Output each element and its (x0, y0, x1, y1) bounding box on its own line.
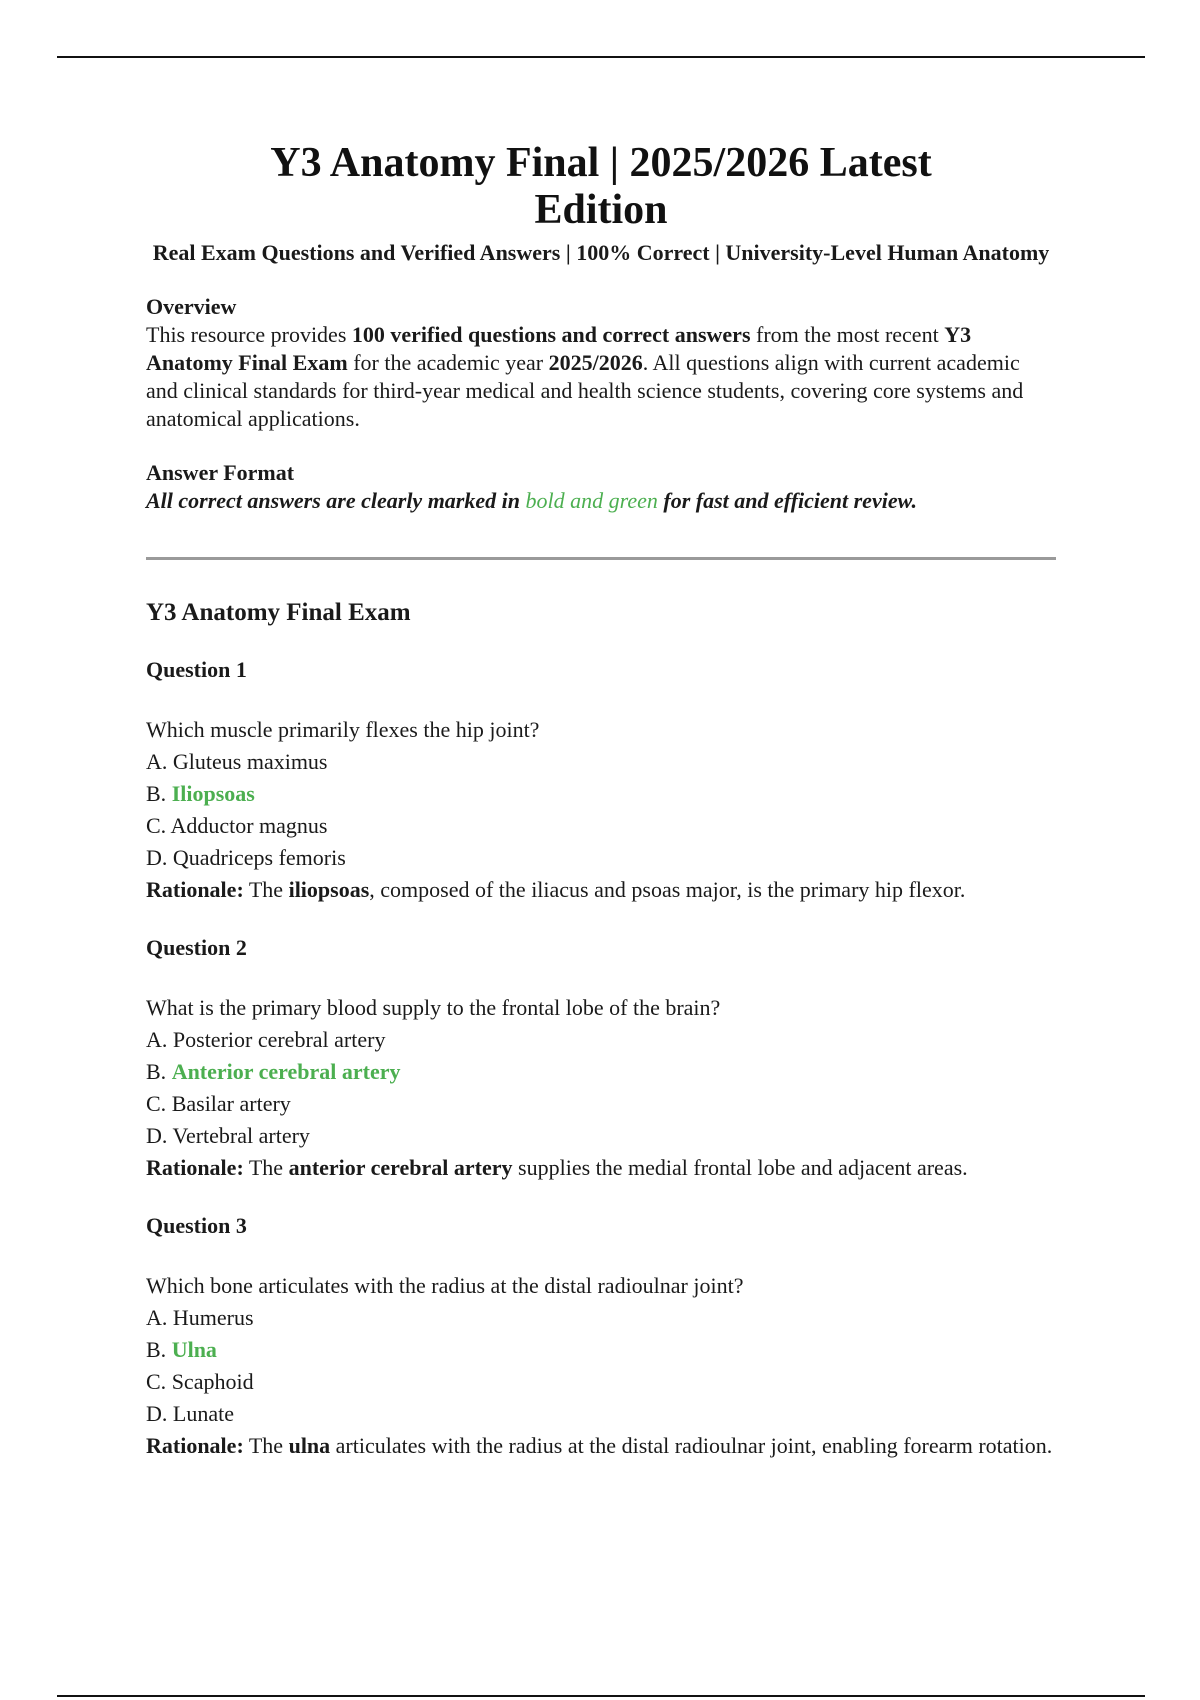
rationale-post: supplies the medial frontal lobe and adjacent areas. (512, 1155, 968, 1180)
option-letter: C. (146, 813, 171, 838)
option-a (146, 746, 1056, 778)
overview-bold-1: 100 verified questions and correct answers (351, 322, 751, 347)
option-letter: D. (146, 1123, 173, 1148)
bottom-rule (57, 1695, 1145, 1697)
overview-text-1: This resource provides (146, 322, 352, 347)
answer-format-pre: All correct answers are clearly marked in (146, 488, 526, 513)
overview-heading: Overview (146, 294, 237, 319)
option-c (146, 1366, 1056, 1398)
option-d (146, 1120, 1056, 1152)
correct-option-text: Ulna (171, 1337, 217, 1362)
overview-text-2: from the most recent (750, 322, 945, 347)
question-title: Question 1 (146, 657, 247, 682)
overview-bold-3: 2025/2026 (548, 350, 643, 375)
rationale-bold: anterior cerebral artery (288, 1155, 513, 1180)
option-text: Quadriceps femoris (172, 845, 346, 870)
rationale-post: , composed of the iliacus and psoas major, is the primary hip flexor. (369, 877, 966, 902)
document-title: Y3 Anatomy Final | 2025/2026 Latest Edition (270, 140, 932, 233)
option-letter: B. (146, 1059, 172, 1084)
answer-format-highlight: bold and green (525, 488, 658, 513)
document-body (146, 140, 1056, 1462)
question-block (146, 934, 1056, 1184)
correct-option-text: Anterior cerebral artery (171, 1059, 401, 1084)
option-text: Adductor magnus (170, 813, 328, 838)
rationale-label: Rationale: (146, 1433, 244, 1458)
option-letter: B. (146, 781, 172, 806)
option-text: Basilar artery (171, 1091, 291, 1116)
option-a (146, 1024, 1056, 1056)
option-b (146, 1056, 1056, 1088)
answer-format-heading: Answer Format (146, 460, 295, 485)
rationale-label: Rationale: (146, 877, 244, 902)
option-text: Scaphoid (171, 1369, 254, 1394)
rationale (146, 1430, 1056, 1462)
option-d (146, 1398, 1056, 1430)
overview-text-3: for the academic year (347, 350, 549, 375)
rationale (146, 1152, 1056, 1184)
option-b (146, 1334, 1056, 1366)
option-letter: A. (146, 1305, 173, 1330)
option-text: Lunate (172, 1401, 234, 1426)
exam-title: Y3 Anatomy Final Exam (146, 599, 411, 626)
overview-paragraph (146, 321, 1056, 433)
option-letter: D. (146, 845, 173, 870)
answer-format-note (146, 487, 1056, 515)
option-text: Posterior cerebral artery (172, 1027, 386, 1052)
overview-text-4: . All questions align with current academic and clinical standards for third-year medical and health science students, covering core systems and anatomical applications. (146, 350, 1024, 431)
option-c (146, 810, 1056, 842)
option-a (146, 1302, 1056, 1334)
option-letter: D. (146, 1401, 173, 1426)
question-text: Which bone articulates with the radius at the distal radioulnar joint? (146, 1273, 744, 1298)
option-d (146, 842, 1056, 874)
option-letter: C. (146, 1091, 172, 1116)
option-text: Humerus (172, 1305, 254, 1330)
top-rule (57, 56, 1145, 58)
option-letter: C. (146, 1369, 172, 1394)
rationale-label: Rationale: (146, 1155, 244, 1180)
option-text: Gluteus maximus (172, 749, 328, 774)
question-block (146, 1212, 1056, 1462)
correct-option-text: Iliopsoas (171, 781, 255, 806)
option-letter: A. (146, 1027, 173, 1052)
rationale-pre: The (243, 1433, 289, 1458)
question-block (146, 656, 1056, 906)
option-letter: B. (146, 1337, 172, 1362)
rationale-pre: The (243, 877, 289, 902)
question-title: Question 3 (146, 1213, 247, 1238)
rationale-bold: ulna (288, 1433, 331, 1458)
question-text: What is the primary blood supply to the frontal lobe of the brain? (146, 995, 721, 1020)
overview-section (146, 293, 1056, 433)
rationale-bold: iliopsoas (288, 877, 370, 902)
question-title: Question 2 (146, 935, 247, 960)
section-divider (146, 557, 1056, 560)
option-text: Vertebral artery (172, 1123, 310, 1148)
answer-format-section (146, 459, 1056, 515)
overview-bold-2: Y3 Anatomy Final Exam (146, 322, 972, 375)
option-c (146, 1088, 1056, 1120)
question-text: Which muscle primarily flexes the hip joint? (146, 717, 540, 742)
document-subtitle: Real Exam Questions and Verified Answers | 100% Correct | University-Level Human Anatomy (152, 240, 1050, 265)
option-b (146, 778, 1056, 810)
rationale (146, 874, 1056, 906)
answer-format-post: for fast and efficient review. (657, 488, 917, 513)
rationale-post: articulates with the radius at the distal radioulnar joint, enabling forearm rotation. (330, 1433, 1053, 1458)
option-letter: A. (146, 749, 173, 774)
rationale-pre: The (243, 1155, 289, 1180)
